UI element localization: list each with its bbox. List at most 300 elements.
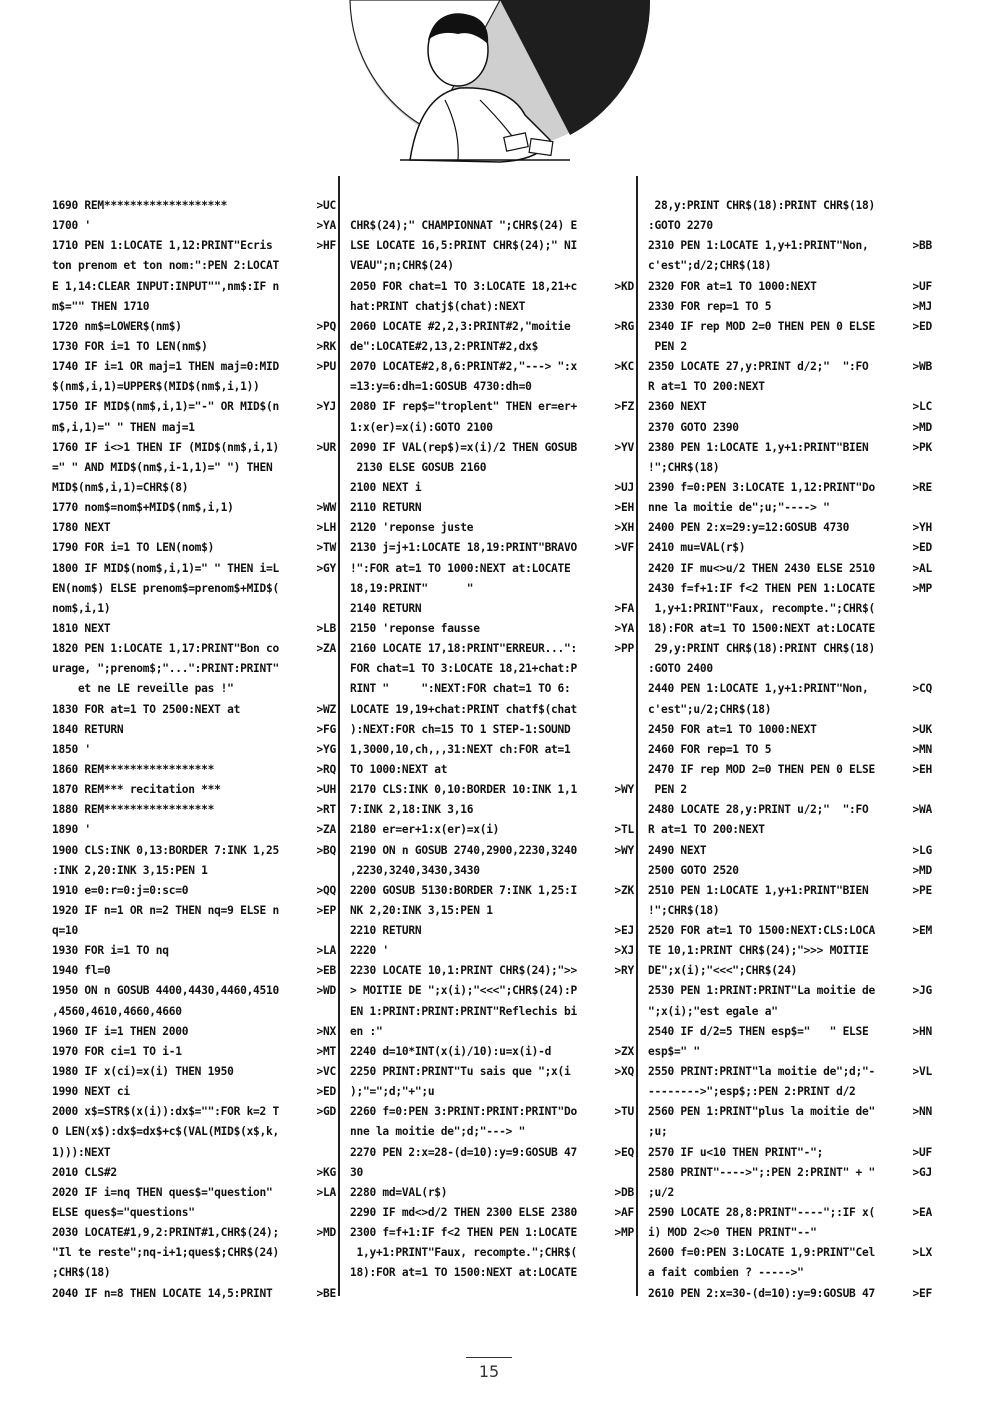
code-line	[648, 297, 932, 317]
checksum: >FG	[316, 722, 336, 736]
code-text: =13:y=6:dh=1:GOSUB 4730:dh=0	[350, 380, 532, 394]
checksum: >MD	[316, 1226, 336, 1240]
code-line	[648, 1002, 932, 1022]
code-text: -------->";esp$;:PEN 2:PRINT d/2	[648, 1085, 856, 1099]
checksum: >EJ	[614, 924, 634, 938]
code-text: 1700 '	[52, 219, 91, 233]
checksum: >MD	[912, 863, 932, 877]
checksum: >MT	[316, 1044, 336, 1058]
code-line	[52, 196, 336, 216]
code-line	[350, 1102, 634, 1122]
code-line	[350, 1022, 634, 1042]
code-text: a fait combien ? ----->"	[648, 1266, 804, 1280]
checksum: >WW	[316, 501, 336, 515]
code-text: 2150 'reponse fausse	[350, 621, 480, 635]
checksum: >UF	[912, 279, 932, 293]
checksum: >NN	[912, 1105, 932, 1119]
illustration-art	[340, 0, 660, 180]
code-text: EN(nom$) ELSE prenom$=prenom$+MID$(	[52, 581, 279, 595]
code-text: 1890 '	[52, 823, 91, 837]
code-line	[648, 941, 932, 961]
code-text: 7:INK 2,18:INK 3,16	[350, 803, 474, 817]
code-line	[52, 901, 336, 921]
code-text: 1790 FOR i=1 TO LEN(nom$)	[52, 541, 215, 555]
code-line	[648, 1143, 932, 1163]
code-text: 2010 CLS#2	[52, 1165, 117, 1179]
code-line	[350, 559, 634, 579]
code-text: 1880 REM*****************	[52, 803, 215, 817]
code-line	[350, 881, 634, 901]
code-line	[52, 256, 336, 276]
code-line	[350, 740, 634, 760]
code-text: 2100 NEXT i	[350, 480, 422, 494]
code-line	[648, 619, 932, 639]
code-line	[648, 236, 932, 256]
code-line	[52, 800, 336, 820]
code-line	[52, 659, 336, 679]
code-text: 2420 IF mu<>u/2 THEN 2430 ELSE 2510	[648, 561, 875, 575]
checksum: >YJ	[316, 400, 336, 414]
code-line	[648, 740, 932, 760]
checksum: >KD	[614, 279, 634, 293]
code-line	[648, 1122, 932, 1142]
code-line	[648, 861, 932, 881]
code-text: 2440 PEN 1:LOCATE 1,y+1:PRINT"Non,	[648, 682, 869, 696]
code-line	[52, 1143, 336, 1163]
code-line	[52, 881, 336, 901]
code-line	[648, 418, 932, 438]
code-line	[648, 377, 932, 397]
code-line	[350, 1203, 634, 1223]
code-text: 1810 NEXT	[52, 621, 111, 635]
code-text: q=10	[52, 924, 78, 938]
code-line	[350, 861, 634, 881]
code-line	[648, 579, 932, 599]
code-text: 2210 RETURN	[350, 924, 422, 938]
checksum: >EM	[912, 924, 932, 938]
code-line	[648, 518, 932, 538]
code-line	[350, 256, 634, 276]
checksum: >YA	[614, 621, 634, 635]
code-line	[52, 679, 336, 699]
checksum: >MJ	[912, 299, 932, 313]
checksum: >EQ	[614, 1145, 634, 1159]
code-line	[52, 961, 336, 981]
checksum: >YG	[316, 742, 336, 756]
code-text: de":LOCATE#2,13,2:PRINT#2,dx$	[350, 339, 539, 353]
code-text: DE";x(i);"<<<";CHR$(24)	[648, 964, 798, 978]
code-text: 2230 LOCATE 10,1:PRINT CHR$(24);">>	[350, 964, 577, 978]
code-text: m$,i,1)=" " THEN maj=1	[52, 420, 195, 434]
checksum: >PU	[316, 360, 336, 374]
checksum: >XQ	[614, 1065, 634, 1079]
code-text: 1960 IF i=1 THEN 2000	[52, 1024, 189, 1038]
checksum: >VC	[316, 1065, 336, 1079]
code-line	[52, 377, 336, 397]
code-line	[350, 236, 634, 256]
code-line	[648, 1223, 932, 1243]
code-line	[648, 841, 932, 861]
code-text: LOCATE 19,19+chat:PRINT chatf$(chat	[350, 702, 577, 716]
code-line	[350, 337, 634, 357]
code-text: O LEN(x$):dx$=dx$+c$(VAL(MID$(x$,k,	[52, 1125, 279, 1139]
listing-column-3	[648, 196, 932, 1304]
code-line	[52, 1082, 336, 1102]
code-line	[52, 538, 336, 558]
checksum: >QQ	[316, 883, 336, 897]
code-text: 2350 LOCATE 27,y:PRINT d/2;" ":FO	[648, 360, 869, 374]
code-text: 28,y:PRINT CHR$(18):PRINT CHR$(18)	[648, 199, 875, 212]
column-divider-left	[338, 176, 340, 1296]
checksum: >UF	[912, 1145, 932, 1159]
code-line	[648, 458, 932, 478]
code-text: m$="" THEN 1710	[52, 299, 150, 313]
code-line	[350, 1042, 634, 1062]
checksum: >GJ	[912, 1165, 932, 1179]
code-line	[350, 1143, 634, 1163]
code-text: 2300 f=f+1:IF f<2 THEN PEN 1:LOCATE	[350, 1226, 577, 1240]
code-line	[648, 780, 932, 800]
code-line	[52, 1042, 336, 1062]
code-text: 2330 FOR rep=1 TO 5	[648, 299, 772, 313]
code-line	[52, 579, 336, 599]
code-text: 2220 '	[350, 944, 389, 958]
code-line	[350, 196, 634, 216]
code-line	[350, 700, 634, 720]
checksum: >YH	[912, 521, 932, 535]
code-text: 2530 PEN 1:PRINT:PRINT"La moitie de	[648, 984, 875, 998]
code-text: R at=1 TO 200:NEXT	[648, 380, 765, 394]
code-line	[350, 780, 634, 800]
checksum: >LH	[316, 521, 336, 535]
code-line	[350, 579, 634, 599]
checksum: >UR	[316, 440, 336, 454]
code-line	[350, 478, 634, 498]
code-line	[350, 1223, 634, 1243]
code-text: 1770 nom$=nom$+MID$(nm$,i,1)	[52, 501, 234, 515]
checksum: >ZA	[316, 642, 336, 656]
checksum: >ZX	[614, 1044, 634, 1058]
code-line	[350, 297, 634, 317]
code-text: 2140 RETURN	[350, 601, 422, 615]
checksum: >FA	[614, 601, 634, 615]
checksum: >UK	[912, 722, 932, 736]
checksum: >PE	[912, 883, 932, 897]
code-text: 1990 NEXT ci	[52, 1085, 130, 1099]
checksum: >CQ	[912, 682, 932, 696]
code-text: 2550 PRINT:PRINT"la moitie de";d;"-	[648, 1065, 875, 1079]
code-line	[648, 216, 932, 236]
checksum: >TU	[614, 1105, 634, 1119]
code-line	[52, 1223, 336, 1243]
code-line	[350, 277, 634, 297]
code-text: 2390 f=0:PEN 3:LOCATE 1,12:PRINT"Do	[648, 480, 875, 494]
code-text: TE 10,1:PRINT CHR$(24);">>> MOITIE	[648, 944, 869, 958]
code-text: NK 2,20:INK 3,15:PEN 1	[350, 903, 493, 917]
checksum: >BQ	[316, 843, 336, 857]
checksum: >BB	[912, 239, 932, 253]
code-line	[350, 498, 634, 518]
checksum: >AL	[912, 561, 932, 575]
code-text: :GOTO 2400	[648, 662, 713, 676]
page-number: 15	[478, 1362, 500, 1381]
checksum: >VF	[614, 541, 634, 555]
code-line	[52, 599, 336, 619]
code-line	[648, 438, 932, 458]
checksum: >EH	[912, 762, 932, 776]
code-line	[350, 679, 634, 699]
checksum: >WB	[912, 360, 932, 374]
code-text: 1820 PEN 1:LOCATE 1,17:PRINT"Bon co	[52, 642, 279, 656]
checksum: >ED	[912, 541, 932, 555]
code-line	[648, 397, 932, 417]
code-line	[648, 901, 932, 921]
code-text: 2490 NEXT	[648, 843, 707, 857]
code-text: CHR$(24);" CHAMPIONNAT ";CHR$(24) E	[350, 219, 577, 233]
code-text: ):NEXT:FOR ch=15 TO 1 STEP-1:SOUND	[350, 722, 571, 736]
code-text: 2080 IF rep$="troplent" THEN er=er+	[350, 400, 577, 414]
code-text: 2410 mu=VAL(r$)	[648, 541, 746, 555]
code-line	[52, 297, 336, 317]
code-text: 2130 j=j+1:LOCATE 18,19:PRINT"BRAVO	[350, 541, 577, 555]
code-line	[52, 1284, 336, 1304]
column-divider-right	[636, 176, 638, 1296]
code-text: 2360 NEXT	[648, 400, 707, 414]
code-line	[52, 357, 336, 377]
code-text: FOR chat=1 TO 3:LOCATE 18,21+chat:P	[350, 662, 577, 676]
code-line	[648, 1062, 932, 1082]
code-text: 1950 ON n GOSUB 4400,4430,4460,4510	[52, 984, 279, 998]
checksum: >TL	[614, 823, 634, 837]
code-text: PEN 2	[648, 339, 687, 353]
code-line	[648, 357, 932, 377]
code-line	[350, 397, 634, 417]
code-line	[648, 881, 932, 901]
code-line	[648, 639, 932, 659]
checksum: >NX	[316, 1024, 336, 1038]
checksum: >ZA	[316, 823, 336, 837]
code-line	[350, 760, 634, 780]
code-line	[350, 1263, 634, 1283]
checksum: >DB	[614, 1185, 634, 1199]
code-text: :GOTO 2270	[648, 219, 713, 233]
code-text: hat:PRINT chatj$(chat):NEXT	[350, 299, 526, 313]
code-line	[52, 498, 336, 518]
code-text: 1780 NEXT	[52, 521, 111, 535]
code-line	[52, 1163, 336, 1183]
code-text: 1740 IF i=1 OR maj=1 THEN maj=0:MID	[52, 360, 279, 374]
code-text: 2380 PEN 1:LOCATE 1,y+1:PRINT"BIEN	[648, 440, 869, 454]
code-line	[350, 639, 634, 659]
code-line	[350, 418, 634, 438]
code-text: 2570 IF u<10 THEN PRINT"-";	[648, 1145, 824, 1159]
code-line	[648, 700, 932, 720]
code-line	[648, 196, 932, 216]
checksum: >ED	[912, 319, 932, 333]
checksum: >MN	[912, 742, 932, 756]
checksum: >UH	[316, 783, 336, 797]
code-text: 1860 REM*****************	[52, 762, 215, 776]
code-line	[350, 1183, 634, 1203]
code-text: 2090 IF VAL(rep$)=x(i)/2 THEN GOSUB	[350, 440, 577, 454]
checksum: >YV	[614, 440, 634, 454]
code-text: 1720 nm$=LOWER$(nm$)	[52, 319, 182, 333]
code-text: 1750 IF MID$(nm$,i,1)="-" OR MID$(n	[52, 400, 279, 414]
code-text: 2340 IF rep MOD 2=0 THEN PEN 0 ELSE	[648, 319, 875, 333]
code-text: MID$(nm$,i,1)=CHR$(8)	[52, 480, 189, 494]
checksum: >AF	[614, 1206, 634, 1220]
code-line	[648, 538, 932, 558]
checksum: >JG	[912, 984, 932, 998]
checksum: >EA	[912, 1206, 932, 1220]
checksum: >RQ	[316, 762, 336, 776]
code-text: 2160 LOCATE 17,18:PRINT"ERREUR...":	[350, 642, 577, 656]
code-text: ";x(i);"est egale a"	[648, 1004, 778, 1018]
listing-column-1	[52, 196, 336, 1304]
code-text: i) MOD 2<>0 THEN PRINT"--"	[648, 1226, 817, 1240]
code-text: 2110 RETURN	[350, 501, 422, 515]
code-line	[350, 820, 634, 840]
code-line	[52, 1203, 336, 1223]
code-text: 2480 LOCATE 28,y:PRINT u/2;" ":FO	[648, 803, 869, 817]
code-line	[350, 357, 634, 377]
checksum: >KC	[614, 360, 634, 374]
code-text: );"=";d;"+";u	[350, 1085, 435, 1099]
code-text: !":FOR at=1 TO 1000:NEXT at:LOCATE	[350, 561, 571, 575]
code-text: 1900 CLS:INK 0,13:BORDER 7:INK 1,25	[52, 843, 279, 857]
code-text: 1))):NEXT	[52, 1145, 111, 1159]
code-line	[52, 337, 336, 357]
checksum: >MD	[912, 420, 932, 434]
code-text: 2290 IF md<>d/2 THEN 2300 ELSE 2380	[350, 1206, 577, 1220]
code-line	[350, 921, 634, 941]
code-text: 2180 er=er+1:x(er)=x(i)	[350, 823, 500, 837]
checksum: >HF	[316, 239, 336, 253]
code-line	[52, 720, 336, 740]
checksum: >EP	[316, 903, 336, 917]
code-line	[52, 780, 336, 800]
code-line	[52, 841, 336, 861]
code-text: 2070 LOCATE#2,8,6:PRINT#2,"---> ":x	[350, 360, 577, 374]
checksum: >LB	[316, 621, 336, 635]
code-line	[648, 1022, 932, 1042]
boy-with-cards-illustration	[340, 0, 660, 180]
code-text: 2040 IF n=8 THEN LOCATE 14,5:PRINT	[52, 1286, 273, 1300]
checksum: >LG	[912, 843, 932, 857]
code-line	[648, 820, 932, 840]
code-text: 2500 GOTO 2520	[648, 863, 739, 877]
checksum: >PK	[912, 440, 932, 454]
code-text: 1970 FOR ci=1 TO i-1	[52, 1044, 182, 1058]
code-line	[350, 961, 634, 981]
code-text: ;u/2	[648, 1185, 674, 1199]
code-text: 2470 IF rep MOD 2=0 THEN PEN 0 ELSE	[648, 762, 875, 776]
checksum: >UJ	[614, 480, 634, 494]
checksum: >LX	[912, 1246, 932, 1260]
code-line	[52, 1022, 336, 1042]
code-text: 1910 e=0:r=0:j=0:sc=0	[52, 883, 189, 897]
code-text: :INK 2,20:INK 3,15:PEN 1	[52, 863, 208, 877]
code-text: 2250 PRINT:PRINT"Tu sais que ";x(i	[350, 1065, 571, 1079]
code-line	[648, 961, 932, 981]
code-text: 18):FOR at=1 TO 1500:NEXT at:LOCATE	[350, 1266, 577, 1280]
code-text: E 1,14:CLEAR INPUT:INPUT"",nm$:IF n	[52, 279, 279, 293]
code-text: 1800 IF MID$(nom$,i,1)=" " THEN i=L	[52, 561, 279, 575]
code-line	[350, 518, 634, 538]
checksum: >EH	[614, 501, 634, 515]
code-line	[52, 478, 336, 498]
code-line	[350, 1082, 634, 1102]
checksum: >WA	[912, 803, 932, 817]
code-line	[52, 1263, 336, 1283]
code-text: 1730 FOR i=1 TO LEN(nm$)	[52, 339, 208, 353]
code-text: 2520 FOR at=1 TO 1500:NEXT:CLS:LOCA	[648, 924, 875, 938]
code-line	[350, 1062, 634, 1082]
code-text: 2060 LOCATE #2,2,3:PRINT#2,"moitie	[350, 319, 571, 333]
code-line	[350, 901, 634, 921]
code-text: 2370 GOTO 2390	[648, 420, 739, 434]
code-text: PEN 2	[648, 783, 687, 797]
checksum: >FZ	[614, 400, 634, 414]
code-text: 2000 x$=STR$(x(i)):dx$="":FOR k=2 T	[52, 1105, 279, 1119]
code-text: $(nm$,i,1)=UPPER$(MID$(nm$,i,1))	[52, 380, 260, 394]
code-line	[350, 458, 634, 478]
code-line	[52, 418, 336, 438]
checksum: >XJ	[614, 944, 634, 958]
checksum: >RE	[912, 480, 932, 494]
code-line	[648, 720, 932, 740]
code-line	[350, 981, 634, 1001]
code-line	[52, 861, 336, 881]
code-line	[52, 619, 336, 639]
code-text: 30	[350, 1165, 363, 1179]
code-line	[648, 1243, 932, 1263]
code-line	[52, 1102, 336, 1122]
code-line	[648, 277, 932, 297]
code-text: 2580 PRINT"---->";:PEN 2:PRINT" + "	[648, 1165, 875, 1179]
code-line	[648, 981, 932, 1001]
code-line	[648, 760, 932, 780]
code-text: 1,3000,10,ch,,,31:NEXT ch:FOR at=1	[350, 742, 571, 756]
code-line	[350, 1122, 634, 1142]
code-text: =" " AND MID$(nm$,i-1,1)=" ") THEN	[52, 460, 273, 474]
code-text: ;u;	[648, 1125, 668, 1139]
checksum: >ZK	[614, 883, 634, 897]
code-line	[52, 941, 336, 961]
code-text: 1850 '	[52, 742, 91, 756]
code-text: 2020 IF i=nq THEN ques$="question"	[52, 1185, 273, 1199]
checksum: >WY	[614, 843, 634, 857]
code-line	[52, 518, 336, 538]
code-text: 2270 PEN 2:x=28-(d=10):y=9:GOSUB 47	[350, 1145, 577, 1159]
code-line	[648, 559, 932, 579]
code-line	[350, 1163, 634, 1183]
code-line	[350, 216, 634, 236]
checksum: >UC	[316, 199, 336, 212]
code-text: 2610 PEN 2:x=30-(d=10):y=9:GOSUB 47	[648, 1286, 875, 1300]
code-line	[648, 599, 932, 619]
checksum: >GD	[316, 1105, 336, 1119]
checksum: >YA	[316, 219, 336, 233]
code-line	[648, 1102, 932, 1122]
code-line	[350, 800, 634, 820]
checksum: >LC	[912, 400, 932, 414]
code-line	[52, 760, 336, 780]
code-line	[52, 820, 336, 840]
checksum: >XH	[614, 521, 634, 535]
code-line	[648, 1082, 932, 1102]
code-text: et ne LE reveille pas !"	[52, 682, 234, 696]
